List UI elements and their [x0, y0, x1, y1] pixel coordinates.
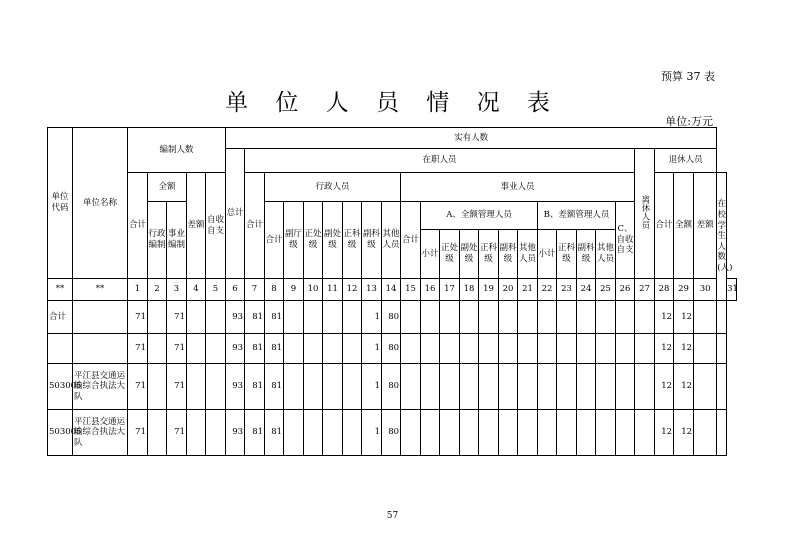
value-cell: [323, 301, 343, 334]
col-b-zhengke: 正科级: [557, 230, 577, 279]
value-cell: [187, 334, 206, 364]
value-cell: 71: [167, 301, 187, 334]
page-title: 单 位 人 员 情 况 表: [225, 90, 560, 116]
col-retired-chae: 差额: [694, 173, 717, 279]
value-cell: [421, 301, 440, 334]
value-cell: [148, 410, 167, 456]
value-cell: [717, 301, 727, 334]
col-a-zhengke: 正科级: [479, 230, 499, 279]
value-cell: 93: [226, 410, 245, 456]
value-cell: [284, 410, 304, 456]
table-row: [48, 364, 737, 410]
value-cell: [499, 301, 518, 334]
value-cell: 81: [265, 364, 284, 410]
form-number: 预算 37 表: [661, 70, 715, 83]
value-cell: 71: [167, 410, 187, 456]
value-cell: [421, 334, 440, 364]
unit-name-cell: 平江县交通运输综合执法大队: [73, 364, 128, 410]
col-number: 8: [265, 279, 284, 301]
col-number: 9: [284, 279, 304, 301]
value-cell: 80: [382, 364, 401, 410]
col-onduty-heji: 合计: [245, 173, 265, 279]
unit-name-cell: 平江县交通运输综合执法大队: [73, 410, 128, 456]
value-cell: [148, 364, 167, 410]
page-number: 57: [386, 511, 399, 521]
col-unit-code: 单位代码: [48, 128, 73, 279]
value-cell: [616, 410, 635, 456]
col-futing: 副厅级: [284, 202, 304, 279]
value-cell: [616, 364, 635, 410]
value-cell: 71: [128, 334, 148, 364]
value-cell: [323, 364, 343, 410]
value-cell: [284, 334, 304, 364]
value-cell: [596, 364, 616, 410]
col-onduty: 在职人员: [245, 149, 635, 173]
col-b-qita: 其他人员: [596, 230, 616, 279]
col-number: 4: [187, 279, 206, 301]
value-cell: [479, 334, 499, 364]
value-cell: [557, 334, 577, 364]
value-cell: [694, 364, 717, 410]
value-cell: [557, 301, 577, 334]
value-cell: [616, 334, 635, 364]
value-cell: [694, 301, 717, 334]
value-cell: 12: [655, 334, 674, 364]
col-zishou: 自收自支: [206, 173, 226, 279]
col-a-fuke: 副科级: [499, 230, 518, 279]
value-cell: [343, 364, 362, 410]
value-cell: [616, 301, 635, 334]
value-cell: [538, 334, 557, 364]
value-cell: 81: [245, 301, 265, 334]
value-cell: 71: [167, 364, 187, 410]
value-cell: [557, 410, 577, 456]
col-number: 23: [557, 279, 577, 301]
star-code: **: [48, 279, 73, 301]
col-a-qita: 其他人员: [518, 230, 538, 279]
value-cell: [499, 364, 518, 410]
col-number: 26: [616, 279, 635, 301]
value-cell: [717, 364, 727, 410]
col-lixiu: 离休人员: [635, 149, 655, 279]
col-number: 15: [401, 279, 421, 301]
value-cell: 81: [265, 410, 284, 456]
table-row: [48, 301, 737, 334]
col-number: 7: [245, 279, 265, 301]
value-cell: [518, 301, 538, 334]
value-cell: [694, 410, 717, 456]
value-cell: 1: [362, 410, 382, 456]
col-shiye: 事业人员: [401, 173, 635, 202]
value-cell: 80: [382, 301, 401, 334]
value-cell: [323, 334, 343, 364]
col-number: 31: [727, 279, 737, 301]
value-cell: [304, 301, 323, 334]
header-row-4: [48, 202, 737, 230]
col-a-xiaoji: 小计: [421, 230, 440, 279]
value-cell: 80: [382, 410, 401, 456]
value-cell: [440, 410, 460, 456]
value-cell: [401, 301, 421, 334]
value-cell: 12: [655, 301, 674, 334]
value-cell: [148, 301, 167, 334]
value-cell: 93: [226, 364, 245, 410]
value-cell: [304, 364, 323, 410]
value-cell: 81: [245, 364, 265, 410]
value-cell: [401, 334, 421, 364]
col-fuchu: 副处级: [323, 202, 343, 279]
value-cell: 12: [674, 410, 694, 456]
col-quane: 全额: [148, 173, 187, 202]
personnel-table: [47, 127, 737, 456]
col-number: 22: [538, 279, 557, 301]
value-cell: 71: [128, 410, 148, 456]
col-number: 28: [655, 279, 674, 301]
value-cell: [479, 410, 499, 456]
col-c-group: C、自收自支: [616, 202, 635, 279]
value-cell: [460, 364, 479, 410]
value-cell: 81: [245, 410, 265, 456]
col-number: 25: [596, 279, 616, 301]
value-cell: 12: [655, 364, 674, 410]
value-cell: [577, 334, 596, 364]
col-number: 11: [323, 279, 343, 301]
col-xz-qita: 其他人员: [382, 202, 401, 279]
value-cell: [557, 364, 577, 410]
col-number: 21: [518, 279, 538, 301]
col-a-zhengchu: 正处级: [440, 230, 460, 279]
value-cell: [596, 301, 616, 334]
value-cell: [479, 364, 499, 410]
value-cell: [635, 334, 655, 364]
col-number: 12: [343, 279, 362, 301]
value-cell: [499, 410, 518, 456]
value-cell: [206, 364, 226, 410]
value-cell: [460, 301, 479, 334]
value-cell: [187, 364, 206, 410]
value-cell: 12: [674, 301, 694, 334]
table-row: [48, 334, 737, 364]
unit-code-cell: 503005: [48, 364, 73, 410]
col-number: 17: [440, 279, 460, 301]
col-sy-heji: 合计: [401, 202, 421, 279]
col-retired-heji: 合计: [655, 173, 674, 279]
value-cell: [499, 334, 518, 364]
value-cell: [343, 410, 362, 456]
col-number: 6: [226, 279, 245, 301]
value-cell: 81: [245, 334, 265, 364]
value-cell: [717, 334, 727, 364]
header-row-3: [48, 173, 737, 202]
unit-code-cell: 503005: [48, 410, 73, 456]
col-sy-bianzhi: 事业编制: [167, 202, 187, 279]
value-cell: [401, 364, 421, 410]
value-cell: 71: [128, 364, 148, 410]
value-cell: [460, 334, 479, 364]
value-cell: [717, 410, 727, 456]
value-cell: [538, 410, 557, 456]
value-cell: [440, 334, 460, 364]
col-number: 1: [128, 279, 148, 301]
value-cell: [596, 410, 616, 456]
col-a-group: A、全额管理人员: [421, 202, 538, 230]
unit-name-cell: [73, 334, 128, 364]
value-cell: [148, 334, 167, 364]
value-cell: [518, 410, 538, 456]
col-bianzhi: 编制人数: [128, 128, 226, 173]
value-cell: [206, 301, 226, 334]
col-retired: 退休人员: [655, 149, 717, 173]
value-cell: [518, 364, 538, 410]
col-number: 3: [167, 279, 187, 301]
value-cell: [187, 410, 206, 456]
col-b-fuke: 副科级: [577, 230, 596, 279]
value-cell: [284, 364, 304, 410]
value-cell: [635, 410, 655, 456]
col-bianzhi-heji: 合计: [128, 173, 148, 279]
col-xz-heji: 合计: [265, 202, 284, 279]
value-cell: [206, 334, 226, 364]
col-number: 20: [499, 279, 518, 301]
col-fuke: 副科级: [362, 202, 382, 279]
col-xingzheng: 行政人员: [265, 173, 401, 202]
value-cell: [460, 410, 479, 456]
value-cell: 12: [674, 364, 694, 410]
col-number: 13: [362, 279, 382, 301]
col-b-xiaoji: 小计: [538, 230, 557, 279]
col-xz-bianzhi: 行政编制: [148, 202, 167, 279]
value-cell: [479, 301, 499, 334]
value-cell: 71: [167, 334, 187, 364]
unit-name-cell: [73, 301, 128, 334]
value-cell: [538, 364, 557, 410]
value-cell: 71: [128, 301, 148, 334]
value-cell: [284, 301, 304, 334]
value-cell: 12: [655, 410, 674, 456]
value-cell: 12: [674, 334, 694, 364]
header-row-1: [48, 128, 737, 149]
value-cell: [421, 364, 440, 410]
value-cell: [187, 301, 206, 334]
col-zhengchu: 正处级: [304, 202, 323, 279]
col-number: 18: [460, 279, 479, 301]
value-cell: [694, 334, 717, 364]
value-cell: [577, 364, 596, 410]
col-number: 29: [674, 279, 694, 301]
unit-label: 单位:万元: [665, 115, 713, 128]
col-b-group: B、差额管理人员: [538, 202, 616, 230]
col-number: 27: [635, 279, 655, 301]
value-cell: [421, 410, 440, 456]
value-cell: 80: [382, 334, 401, 364]
col-zongji: 总计: [226, 149, 245, 279]
col-a-fuchu: 副处级: [460, 230, 479, 279]
col-chae: 差额: [187, 173, 206, 279]
value-cell: 1: [362, 334, 382, 364]
column-number-row: [48, 279, 737, 301]
value-cell: [538, 301, 557, 334]
value-cell: [577, 410, 596, 456]
value-cell: [304, 410, 323, 456]
unit-code-cell: [48, 334, 73, 364]
value-cell: [635, 301, 655, 334]
value-cell: [401, 410, 421, 456]
col-number: 30: [694, 279, 717, 301]
value-cell: [206, 410, 226, 456]
col-actual: 实有人数: [226, 128, 717, 149]
value-cell: 81: [265, 301, 284, 334]
col-number: 5: [206, 279, 226, 301]
value-cell: [635, 364, 655, 410]
value-cell: 93: [226, 334, 245, 364]
value-cell: [343, 334, 362, 364]
col-number: 16: [421, 279, 440, 301]
col-number: 14: [382, 279, 401, 301]
col-unit-name: 单位名称: [73, 128, 128, 279]
col-students: 在校学生人数(人): [717, 173, 727, 301]
value-cell: [440, 364, 460, 410]
col-number: 19: [479, 279, 499, 301]
col-zhengke: 正科级: [343, 202, 362, 279]
value-cell: [343, 301, 362, 334]
value-cell: 93: [226, 301, 245, 334]
col-number: 2: [148, 279, 167, 301]
star-name: **: [73, 279, 128, 301]
value-cell: [323, 410, 343, 456]
col-number: 10: [304, 279, 323, 301]
col-retired-quane: 全额: [674, 173, 694, 279]
value-cell: 81: [265, 334, 284, 364]
value-cell: 1: [362, 364, 382, 410]
value-cell: [518, 334, 538, 364]
col-number: 24: [577, 279, 596, 301]
value-cell: [304, 334, 323, 364]
value-cell: [596, 334, 616, 364]
value-cell: 1: [362, 301, 382, 334]
value-cell: [440, 301, 460, 334]
value-cell: [577, 301, 596, 334]
unit-code-cell: 合计: [48, 301, 73, 334]
table-row: [48, 410, 737, 456]
